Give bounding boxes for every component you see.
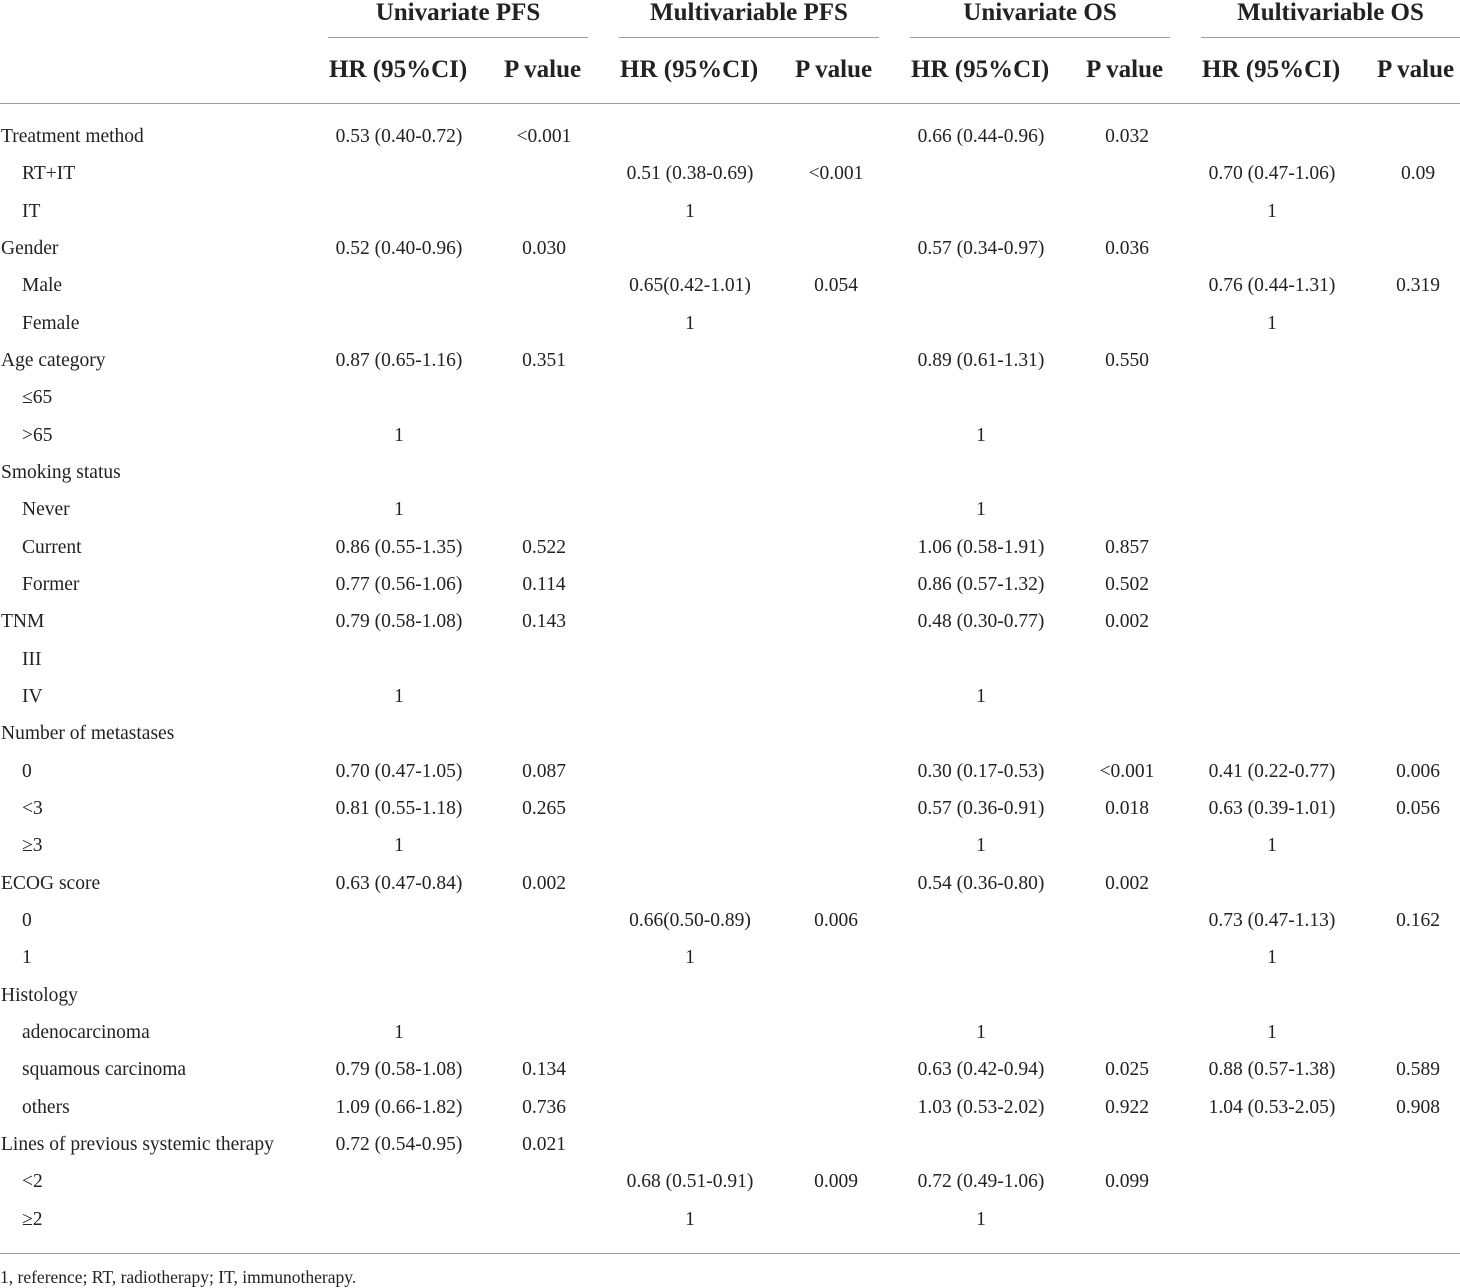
table-body [0,118,1460,1238]
hr-cell: 1 [394,499,404,521]
table-row [0,230,1460,267]
hr-cell: 0.89 (0.61-1.31) [917,349,1045,371]
hr-cell: 1 [976,499,986,521]
group-header-row [0,0,1460,38]
hr-cell: 0.70 (0.47-1.05) [335,760,463,782]
hr-cell: 0.77 (0.56-1.06) [335,573,463,595]
group-underline [1201,37,1460,38]
p-value-cell: 0.009 [814,1171,858,1193]
row-sublabel: Current [22,536,82,558]
hr-cell: 1 [1267,947,1277,969]
hr-cell: 1.06 (0.58-1.91) [917,536,1045,558]
p-value-cell: 0.114 [522,573,566,595]
table-row [0,193,1460,230]
p-value-cell: 0.550 [1105,349,1149,371]
group-header-multivariable-pfs: Multivariable PFS [650,0,848,26]
p-value-cell: 0.002 [522,872,566,894]
column-header-p-value: P value [1377,56,1455,83]
table-row [0,977,1460,1014]
row-sublabel: 1 [22,947,32,969]
p-value-cell: 0.143 [522,611,566,633]
hr-cell: 0.66 (0.44-0.96) [917,126,1045,147]
hr-cell: 1 [685,947,695,969]
table-row [0,865,1460,902]
table-row [0,1014,1460,1051]
p-value-cell: 0.922 [1105,1096,1149,1118]
row-label: Number of metastases [1,723,175,745]
table-row [0,1051,1460,1088]
hr-cell: 1 [1267,835,1277,857]
header-bottom-rule [0,103,1460,104]
hr-cell: 0.76 (0.44-1.31) [1208,275,1336,297]
hr-cell: 0.41 (0.22-0.77) [1208,760,1336,782]
hr-cell: 1 [976,685,986,707]
table-row [0,1089,1460,1126]
p-value-cell: <0.001 [808,163,864,185]
group-header-univariate-pfs: Univariate PFS [375,0,541,26]
hr-cell: 1 [1267,200,1277,222]
group-header-multivariable-os: Multivariable OS [1237,0,1424,26]
p-value-cell: 0.09 [1400,163,1436,185]
row-sublabel: <3 [22,797,43,819]
table-row [0,305,1460,342]
row-sublabel: squamous carcinoma [22,1059,187,1081]
row-sublabel: adenocarcinoma [22,1021,150,1043]
table-row [0,1163,1460,1200]
row-sublabel: ≥3 [22,835,43,857]
hr-cell: 1 [685,200,695,222]
column-header-hr: HR (95%CI) [1202,56,1341,83]
row-label: Lines of previous systemic therapy [1,1133,274,1155]
hr-cell: 1.09 (0.66-1.82) [335,1096,463,1118]
row-label: ECOG score [1,872,101,894]
hr-cell: 0.86 (0.57-1.32) [917,573,1045,595]
p-value-cell: 0.036 [1105,237,1149,259]
p-value-cell: 0.099 [1105,1171,1149,1193]
table-row [0,491,1460,528]
group-underline [910,37,1170,38]
row-sublabel: ≥2 [22,1208,43,1230]
p-value-cell: 0.002 [1105,611,1149,633]
group-header-univariate-os: Univariate OS [963,0,1117,26]
hr-cell: 0.72 (0.49-1.06) [917,1171,1045,1193]
p-value-cell: 0.006 [1396,760,1440,782]
p-value-cell: 0.032 [1105,126,1149,147]
p-value-cell: 0.351 [522,349,566,371]
p-value-cell: 0.018 [1105,797,1149,819]
hr-cell: 1.04 (0.53-2.05) [1208,1096,1336,1118]
p-value-cell: 0.087 [522,760,566,782]
hr-cell: 0.57 (0.34-0.97) [917,237,1045,259]
hr-cell: 0.79 (0.58-1.08) [335,611,463,633]
row-sublabel: Never [22,499,70,521]
table-footnote: 1, reference; RT, radiotherapy; IT, immunotherapy. [0,1267,357,1287]
p-value-cell: 0.021 [522,1133,566,1155]
p-value-cell: 0.736 [522,1096,566,1118]
table-row [0,715,1460,752]
hr-cell: 0.79 (0.58-1.08) [335,1059,463,1081]
hr-cell: 0.51 (0.38-0.69) [626,163,754,185]
hr-cell: 0.86 (0.55-1.35) [335,536,463,558]
hr-cell: 0.48 (0.30-0.77) [917,611,1045,633]
p-value-cell: 0.030 [522,237,566,259]
p-value-cell: 0.054 [814,275,858,297]
table-row [0,566,1460,603]
p-value-cell: 0.265 [522,797,566,819]
group-underline [619,37,879,38]
table-row [0,454,1460,491]
row-sublabel: <2 [22,1171,43,1193]
hr-cell: 0.52 (0.40-0.96) [335,237,463,259]
p-value-cell: <0.001 [1099,760,1155,782]
row-sublabel: others [22,1096,70,1118]
hr-cell: 1 [394,835,404,857]
p-value-cell: 0.522 [522,536,566,558]
hr-cell: 1 [1267,312,1277,334]
p-value-cell: 0.857 [1105,536,1149,558]
p-value-cell: 0.056 [1396,797,1440,819]
table-row [0,902,1460,939]
hr-cell: 1 [976,835,986,857]
row-sublabel: Former [22,573,80,595]
row-sublabel: IV [22,685,43,707]
table-row [0,678,1460,715]
table-row [0,267,1460,304]
p-value-cell: 0.025 [1105,1059,1149,1081]
table-row [0,939,1460,976]
column-header-hr: HR (95%CI) [911,56,1050,83]
hr-cell: 0.63 (0.42-0.94) [917,1059,1045,1081]
column-header-p-value: P value [504,56,582,83]
table-row [0,1201,1460,1238]
row-sublabel: RT+IT [22,163,76,185]
hr-cell: 0.53 (0.40-0.72) [335,126,463,147]
table-row [0,379,1460,416]
hr-cell: 0.81 (0.55-1.18) [335,797,463,819]
p-value-cell: 0.134 [522,1059,566,1081]
row-label: Smoking status [1,461,121,483]
column-header-p-value: P value [795,56,873,83]
p-value-cell: 0.006 [814,909,858,931]
hr-cell: 0.57 (0.36-0.91) [917,797,1045,819]
row-sublabel: 0 [22,909,32,931]
hr-cell: 1 [976,424,986,446]
table-row [0,342,1460,379]
hr-cell: 1 [976,1021,986,1043]
hr-cell: 0.87 (0.65-1.16) [335,349,463,371]
hr-cell: 0.63 (0.47-0.84) [335,872,463,894]
table-row [0,1126,1460,1163]
p-value-cell: 0.319 [1396,275,1440,297]
row-label: TNM [1,611,45,633]
row-sublabel: Male [22,275,63,297]
row-sublabel: III [22,648,42,670]
hr-cell: 0.68 (0.51-0.91) [626,1171,754,1193]
row-label: Histology [1,984,78,1006]
p-value-cell: <0.001 [516,126,572,147]
hr-cell: 0.88 (0.57-1.38) [1208,1059,1336,1081]
hr-cell: 0.70 (0.47-1.06) [1208,163,1336,185]
table-row [0,753,1460,790]
table-row [0,827,1460,864]
hr-cell: 0.30 (0.17-0.53) [917,760,1045,782]
p-value-cell: 0.502 [1105,573,1149,595]
hr-cell: 0.66(0.50-0.89) [629,909,751,931]
hr-cell: 0.63 (0.39-1.01) [1208,797,1336,819]
table-bottom-rule [0,1253,1460,1254]
p-value-cell: 0.589 [1396,1059,1440,1081]
table-row [0,603,1460,640]
column-header-hr: HR (95%CI) [620,56,759,83]
hr-cell: 1.03 (0.53-2.02) [917,1096,1045,1118]
hr-cell: 1 [685,1208,695,1230]
hr-cell: 1 [1267,1021,1277,1043]
hr-cell: 0.73 (0.47-1.13) [1208,909,1336,931]
column-header-p-value: P value [1086,56,1164,83]
p-value-cell: 0.162 [1396,909,1440,931]
row-sublabel: Female [22,312,80,334]
table-row [0,790,1460,827]
row-label: Age category [1,349,106,371]
column-header-row [0,50,1460,90]
row-sublabel: IT [22,200,41,222]
table-row [0,417,1460,454]
table-row [0,529,1460,566]
hr-cell: 0.54 (0.36-0.80) [917,872,1045,894]
column-header-hr: HR (95%CI) [329,56,468,83]
hr-cell: 1 [685,312,695,334]
row-sublabel: ≤65 [22,387,53,409]
hr-cell: 1 [394,1021,404,1043]
p-value-cell: 0.908 [1396,1096,1440,1118]
hr-cell: 1 [394,685,404,707]
group-underline [328,37,588,38]
row-sublabel: >65 [22,424,53,446]
row-sublabel: 0 [22,760,32,782]
hr-cell: 0.72 (0.54-0.95) [335,1133,463,1155]
row-label: Gender [1,237,59,259]
hr-cell: 0.65(0.42-1.01) [629,275,751,297]
p-value-cell: 0.002 [1105,872,1149,894]
row-label: Treatment method [1,126,144,147]
table-row [0,118,1460,155]
table-row [0,155,1460,192]
table-row [0,641,1460,678]
hr-cell: 1 [394,424,404,446]
hr-cell: 1 [976,1208,986,1230]
